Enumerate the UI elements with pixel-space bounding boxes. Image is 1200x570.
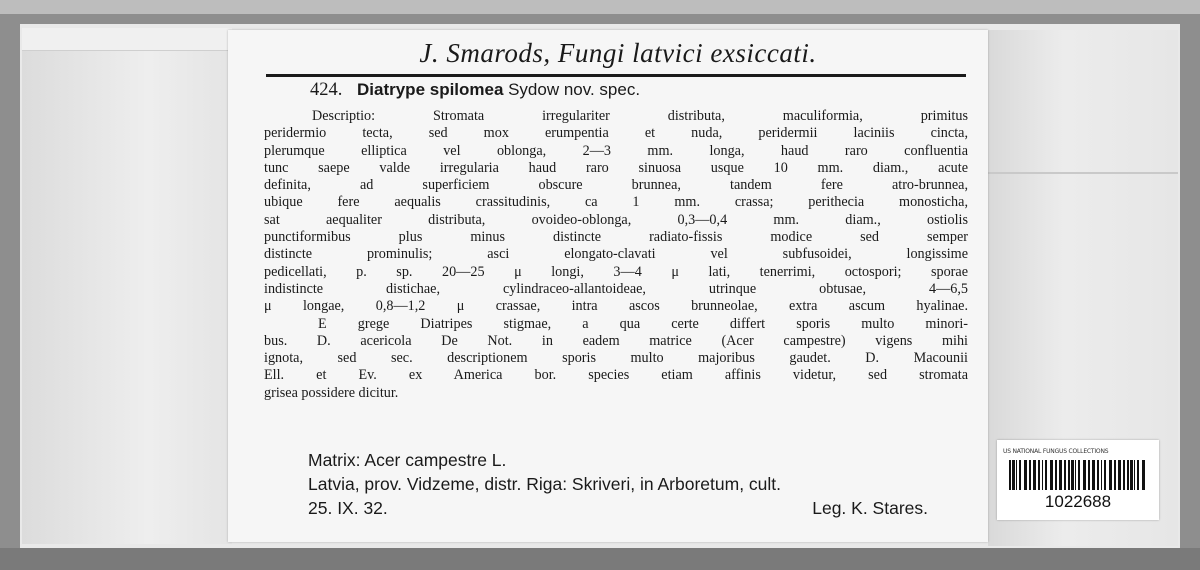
barcode-bar (1068, 460, 1070, 490)
specimen-number: 424. (310, 80, 343, 100)
species-line (310, 80, 970, 101)
description-line: pedicellati, p. sp. 20—25 μ longi, 3—4 μ lati, tenerrimi, octospori; sporae (264, 263, 968, 280)
barcode-bar (1130, 460, 1133, 490)
description-line: plerumque elliptica vel oblonga, 2—3 mm. longa, haud raro confluentia (264, 142, 968, 159)
description-line: grisea possidere dicitur. (264, 384, 399, 401)
description-line: Descriptio: Stromata irregulariter distributa, maculiformia, primitus (312, 108, 968, 124)
barcode-bar (1050, 460, 1053, 490)
label-header: J. Smarods, Fungi latvici exsiccati. (419, 38, 817, 68)
description-line: bus. D. acericola De Not. in eadem matrice (Acer campestre) vigens mihi (264, 332, 968, 349)
barcode-bar (1104, 460, 1106, 490)
description-line: μ longae, 0,8—1,2 μ crassae, intra ascos brunneolae, extra ascum hyalinae. (264, 298, 968, 315)
description-line: indistincte distichae, cylindraceo-allantoideae, utrinque obtusae, 4—6,5 (264, 280, 968, 297)
specimen-label (228, 30, 988, 542)
description-line: definita, ad superficiem obscure brunnea, tandem fere atro-brunnea, (264, 177, 968, 194)
collector-name: Leg. K. Stares. (812, 498, 928, 518)
packet-crease (988, 172, 1178, 174)
barcode-label (997, 440, 1159, 520)
barcode-bar (1114, 460, 1116, 490)
date-collector-line (308, 496, 928, 520)
collection-info (308, 448, 968, 520)
barcode-number: 1022688 (1044, 492, 1112, 511)
description-line: sat aequaliter distributa, ovoideo-oblonga, 0,3—0,4 mm. diam., ostiolis (264, 211, 968, 228)
barcode-bar (1024, 460, 1027, 490)
barcode-bar (1059, 460, 1062, 490)
background-top (0, 0, 1200, 14)
barcode-bar (1038, 460, 1040, 490)
barcode-bar (1097, 460, 1099, 490)
barcode-bar (1137, 460, 1139, 490)
barcode-bar (1142, 460, 1145, 490)
description-line: peridermio tecta, sed mox erumpentia et nuda, peridermii laciniis cincta, (264, 125, 968, 142)
description-line: punctiformibus plus minus distincte radiato-fissis modice sed semper (264, 229, 968, 246)
barcode-bar (1029, 460, 1031, 490)
barcode-bar (1092, 460, 1095, 490)
barcode-bar (1075, 460, 1076, 490)
barcode-bar (1042, 460, 1043, 490)
barcode-bar (1033, 460, 1036, 490)
description-line: tunc saepe valde irregularia haud raro sinuosa usque 10 mm. diam., acute (264, 159, 968, 176)
barcode-bar (1078, 460, 1080, 490)
barcode-bar (1064, 460, 1066, 490)
barcode-bar (1019, 460, 1021, 490)
description-line: distincte prominulis; asci elongato-clavati vel subfusoidei, longissime (264, 246, 968, 263)
barcode-bar (1009, 460, 1011, 490)
barcode-bar (1012, 460, 1015, 490)
barcode-bar (1055, 460, 1057, 490)
barcode-institution: US NATIONAL FUNGUS COLLECTIONS (1003, 448, 1109, 455)
description-line: E grege Diatripes stigmae, a qua certe differt sporis multo minori- (318, 315, 968, 332)
barcode-bar (1127, 460, 1129, 490)
barcode-bar (1045, 460, 1047, 490)
matrix-line: Matrix: Acer campestre L. (308, 450, 507, 470)
barcode-bar (1118, 460, 1121, 490)
background-bottom (0, 548, 1200, 570)
barcode-bar (1083, 460, 1086, 490)
description-block (264, 108, 968, 402)
description-line: ignota, sed sec. descriptionem sporis multo majoribus gaudet. D. Macounii (264, 350, 968, 367)
barcode-bar (1071, 460, 1074, 490)
species-name: Diatrype spilomea (357, 80, 504, 99)
barcode-bar (1016, 460, 1017, 490)
header-rule (266, 74, 966, 77)
barcode-bar (1134, 460, 1135, 490)
packet-left-flap (22, 28, 232, 544)
barcode-icon (1009, 460, 1147, 490)
collection-date: 25. IX. 32. (308, 498, 388, 518)
barcode-bar (1088, 460, 1090, 490)
packet-fold (22, 28, 232, 51)
locality-line: Latvia, prov. Vidzeme, distr. Riga: Skriveri, in Arboretum, cult. (308, 474, 782, 494)
barcode-bar (1101, 460, 1102, 490)
description-line: ubique fere aequalis crassitudinis, ca 1 mm. crassa; perithecia monosticha, (264, 194, 968, 211)
barcode-bar (1109, 460, 1112, 490)
species-authority: Sydow nov. spec. (508, 80, 641, 99)
description-line: Ell. et Ev. ex America bor. species etiam affinis videtur, sed stromata (264, 367, 968, 384)
barcode-bar (1123, 460, 1125, 490)
